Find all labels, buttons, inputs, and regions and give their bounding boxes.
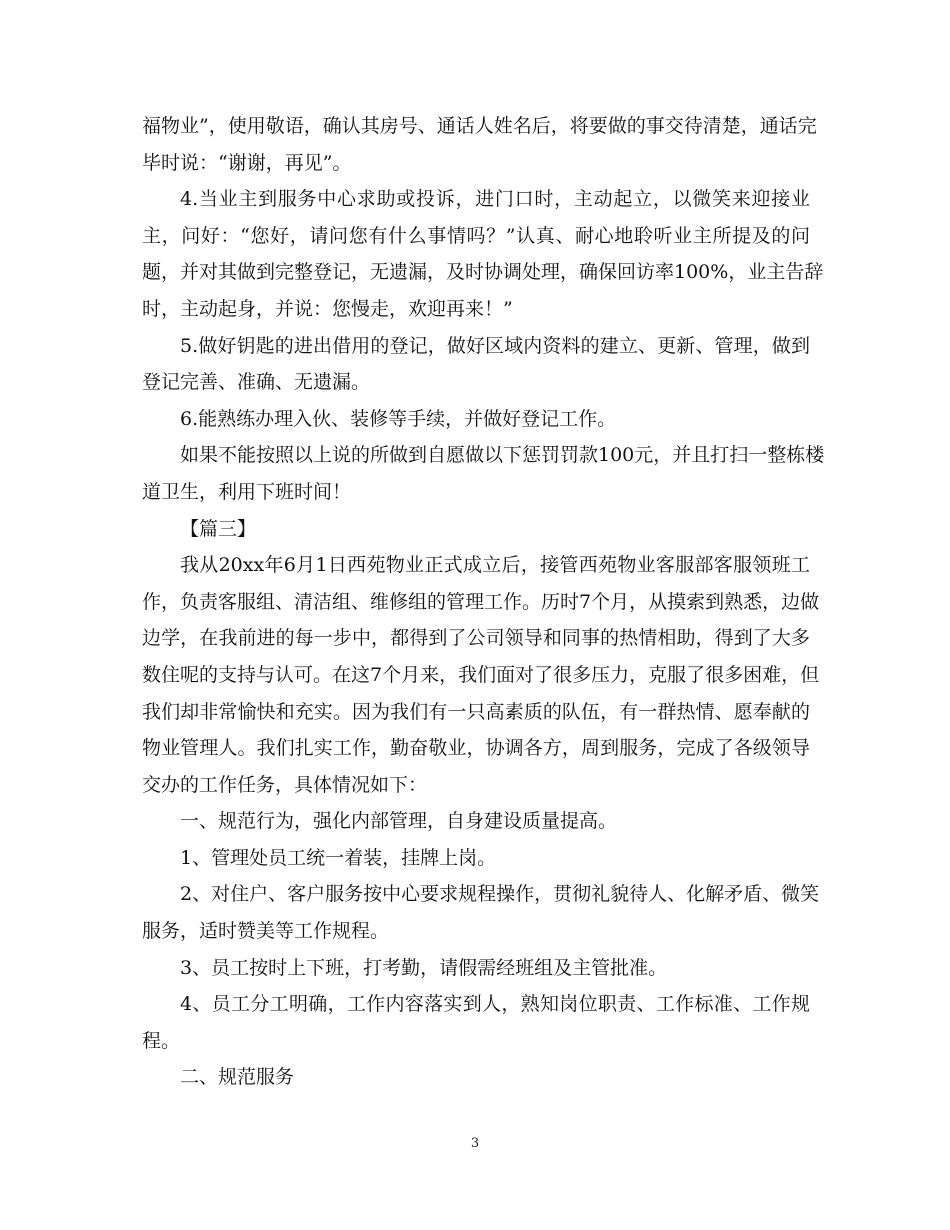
paragraph-line: 作，负责客服组、清洁组、维修组的管理工作。历时7个月，从摸索到熟悉，边做 (142, 590, 820, 613)
paragraph-line: 一、规范行为，强化内部管理，自身建设质量提高。 (180, 810, 618, 833)
paragraph-line: 边学，在我前进的每一步中，都得到了公司领导和同事的热情相助，得到了大多 (142, 627, 810, 650)
paragraph-line: 我从20xx年6月1日西苑物业正式成立后，接管西苑物业客服部客服领班工 (180, 554, 810, 577)
list-item: 4、员工分工明确，工作内容落实到人，熟知岗位职责、工作标准、工作规 (180, 993, 810, 1016)
document-body (142, 108, 825, 1096)
list-item: 程。 (142, 1029, 181, 1052)
paragraph-line: 交办的工作任务，具体情况如下： (142, 773, 428, 796)
paragraph-line: 题，并对其做到完整登记，无遗漏，及时协调处理，确保回访率100%，业主告辞 (142, 261, 824, 284)
paragraph-line: 毕时说：“谢谢，再见”。 (142, 151, 352, 174)
paragraph-line: 6.能熟练办理入伙、装修等手续，并做好登记工作。 (180, 407, 617, 430)
paragraph-line: 5.做好钥匙的进出借用的登记，做好区域内资料的建立、更新、管理，做到 (180, 334, 810, 357)
paragraph-line: 登记完善、准确、无遗漏。 (142, 371, 371, 394)
list-item: 2、对住户、客户服务按中心要求规程操作，贯彻礼貌待人、化解矛盾、微笑 (180, 883, 820, 906)
paragraph-line: 道卫生，利用下班时间！ (142, 480, 352, 503)
page-number: 3 (470, 1136, 480, 1151)
paragraph-line: 物业管理人。我们扎实工作，勤奋敬业，协调各方，周到服务，完成了各级领导 (142, 737, 810, 760)
paragraph-line: 数住呢的支持与认可。在这7个月来，我们面对了很多压力，克服了很多困难，但 (142, 663, 820, 686)
list-item: 1、管理处员工统一着装，挂牌上岗。 (180, 846, 497, 869)
list-item: 3、员工按时上下班，打考勤，请假需经班组及主管批准。 (180, 956, 668, 979)
paragraph-line: 时，主动起身，并说：您慢走，欢迎再来！” (142, 297, 513, 320)
paragraph-line: 主，问好：“您好，请问您有什么事情吗？”认真、耐心地聆听业主所提及的问 (142, 224, 810, 247)
section-heading: 【篇三】 (180, 517, 257, 540)
section-heading: 二、规范服务 (180, 1066, 295, 1089)
list-item: 服务，适时赞美等工作规程。 (142, 920, 390, 943)
paragraph-line: 如果不能按照以上说的所做到自愿做以下惩罚罚款100元，并且打扫一整栋楼 (180, 444, 825, 467)
paragraph-line: 我们却非常愉快和充实。因为我们有一只高素质的队伍，有一群热情、愿奉献的 (142, 700, 810, 723)
paragraph-line: 4.当业主到服务中心求助或投诉，进门口时，主动起立，以微笑来迎接业 (180, 188, 810, 211)
paragraph-line: 福物业”，使用敬语，确认其房号、通话人姓名后，将要做的事交待清楚，通话完 (142, 115, 817, 137)
